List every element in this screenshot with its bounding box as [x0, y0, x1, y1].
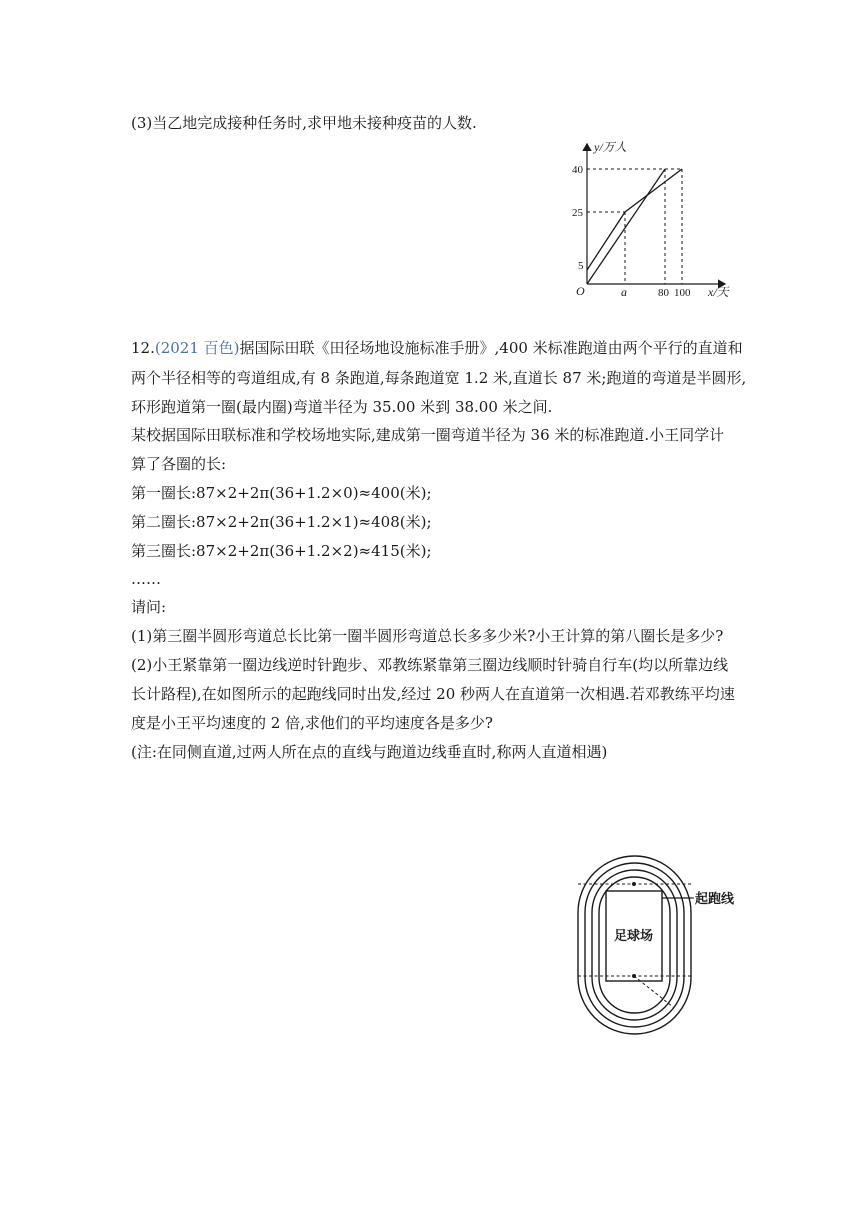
q12-part2-1: (2)小王紧靠第一圈边线逆时针跑步、邓教练紧靠第三圈边线顺时针骑自行车(均以所靠边线 — [131, 656, 729, 674]
line-jia — [587, 169, 665, 284]
x-tick-100: 100 — [674, 287, 691, 298]
y-tick-25: 25 — [572, 207, 583, 219]
q12-source: (2021 百色) — [154, 339, 240, 357]
y-tick-5: 5 — [578, 260, 584, 272]
y-axis-label: y/万人 — [594, 140, 627, 154]
q12-intro-3: 环形跑道第一圈(最内圈)弯道半径为 35.00 米到 38.00 米之间. — [131, 398, 553, 416]
q12-part1: (1)第三圈半圆形弯道总长比第一圈半圆形弯道总长多多少米?小王计算的第八圈长是多少? — [131, 627, 724, 645]
q12-number: 12. — [131, 339, 155, 357]
q12-part2-2: 长计路程),在如图所示的起跑线同时出发,经过 20 秒两人在直道第一次相遇.若邓教练平均速 — [131, 685, 735, 703]
x-tick-a: a — [621, 285, 627, 298]
x-axis-label: x/天 — [708, 285, 729, 298]
function-graph — [570, 138, 740, 298]
q12-school-1: 某校据国际田联标准和学校场地实际,建成第一圈弯道半径为 36 米的标准跑道.小王同学计 — [131, 426, 725, 444]
start-line-label: 起跑线 — [695, 892, 735, 907]
q11-part3: (3)当乙地完成接种任务时,求甲地未接种疫苗的人数. — [131, 114, 477, 132]
origin-label: O — [576, 284, 585, 298]
q12-part2-3: 度是小王平均速度的 2 倍,求他们的平均速度各是多少? — [131, 714, 493, 732]
q12-school-2: 算了各圈的长: — [131, 455, 227, 473]
q12-note: (注:在同侧直道,过两人所在点的直线与跑道边线垂直时,称两人直道相遇) — [131, 743, 608, 761]
q12-intro-line1 — [131, 338, 743, 358]
center-top — [632, 882, 636, 886]
track-diagram — [572, 852, 742, 1038]
q12-calc-2: 第二圈长:87×2+2π(36+1.2×1)≈408(米); — [131, 513, 432, 531]
q12-intro-1: 据国际田联《田径场地设施标准手册》,400 米标准跑道由两个平行的直道和 — [239, 339, 743, 357]
q12-ellipsis: …… — [131, 570, 161, 588]
q12-calc-3: 第三圈长:87×2+2π(36+1.2×2)≈415(米); — [131, 542, 432, 560]
q12-calc-1: 第一圈长:87×2+2π(36+1.2×0)≈400(米); — [131, 484, 432, 502]
line-yi — [587, 169, 682, 270]
q12-ask: 请问: — [131, 598, 167, 616]
field-label: 足球场 — [614, 929, 654, 944]
y-tick-40: 40 — [572, 164, 583, 176]
q12-intro-2: 两个半径相等的弯道组成,有 8 条跑道,每条跑道宽 1.2 米,直道长 87 米;跑道的弯道是半圆形, — [131, 369, 747, 387]
x-tick-80: 80 — [658, 287, 669, 298]
